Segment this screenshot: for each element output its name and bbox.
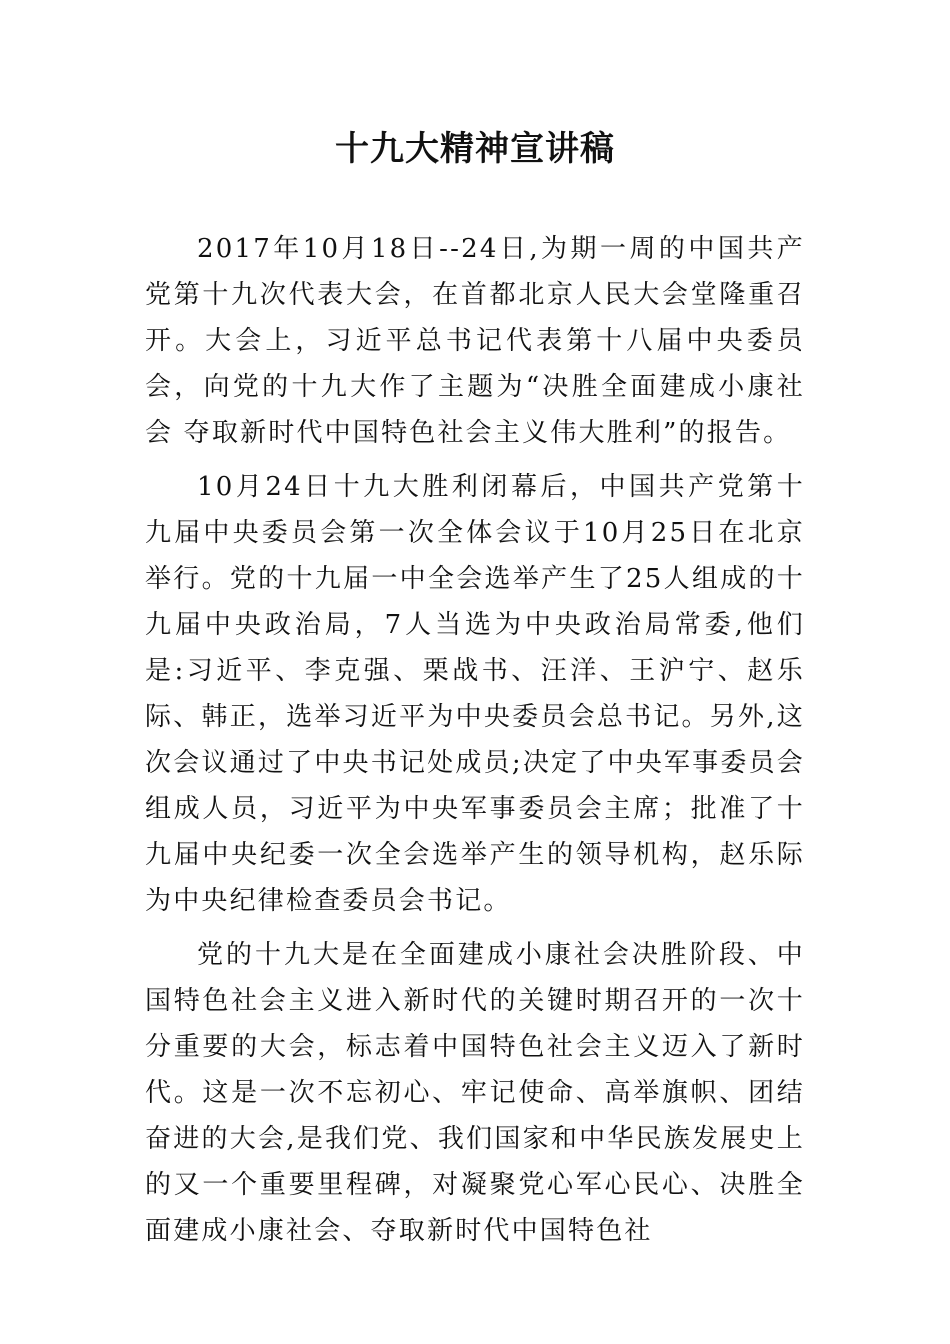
- paragraph-1: 2017年10月18日--24日,为期一周的中国共产党第十九次代表大会，在首都北京人民大会堂隆重召开。大会上，习近平总书记代表第十八届中央委员会，向党的十九大作了主题为“决胜全面建成小康社会 夺取新时代中国特色社会主义伟大胜利”的报告。: [145, 234, 805, 448]
- paragraph-3: 党的十九大是在全面建成小康社会决胜阶段、中国特色社会主义进入新时代的关键时期召开的一次十分重要的大会，标志着中国特色社会主义迈入了新时代。这是一次不忘初心、牢记使命、高举旗帜、团结奋进的大会,是我们党、我们国家和中华民族发展史上的又一个重要里程碑，对凝聚党心军心民心、决胜全面建成小康社会、夺取新时代中国特色社: [145, 940, 805, 1246]
- document-title: 十九大精神宣讲稿: [335, 129, 615, 169]
- paragraph-2: 10月24日十九大胜利闭幕后，中国共产党第十九届中央委员会第一次全体会议于10月25日在北京举行。党的十九届一中全会选举产生了25人组成的十九届中央政治局，7人当选为中央政治局常委,他们是:习近平、李克强、栗战书、汪洋、王沪宁、赵乐际、韩正，选举习近平为中央委员会总书记。另外,这次会议通过了中央书记处成员;决定了中央军事委员会组成人员，习近平为中央军事委员会主席；批准了十九届中央纪委一次全会选举产生的领导机构，赵乐际为中央纪律检查委员会书记。: [145, 472, 805, 916]
- document-body: [145, 226, 805, 1262]
